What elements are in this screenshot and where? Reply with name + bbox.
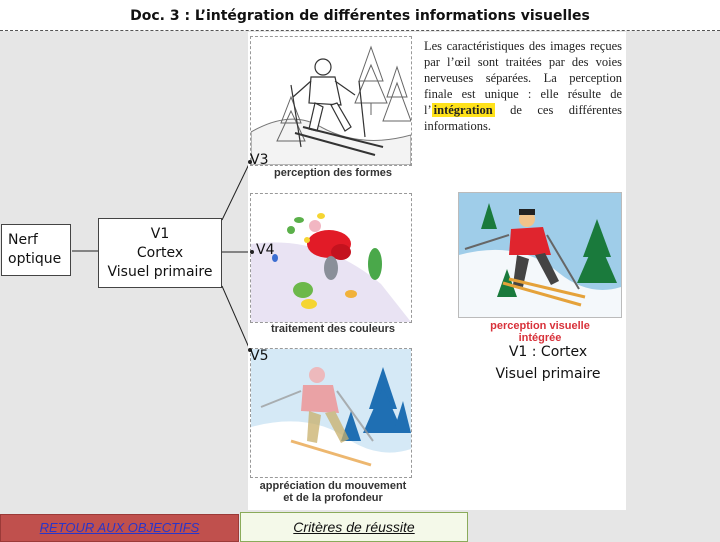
v4-dot <box>250 250 254 254</box>
panel-couleurs <box>250 193 412 323</box>
skier-lineart-image <box>251 37 411 165</box>
right-v1-line-1: V1 : Cortex <box>508 344 588 360</box>
color-skier-image <box>459 193 621 317</box>
caption-integree-line-2: intégrée <box>518 332 562 345</box>
nerf-line-1: Nerf <box>8 232 38 248</box>
caption-couleurs: traitement des couleurs <box>270 323 396 335</box>
v1-line-3: Visuel primaire <box>107 263 213 280</box>
prose-after: de ces différentes informations. <box>424 103 622 133</box>
v1-to-v3-line <box>222 162 250 220</box>
doc-title: Doc. 3 : L’intégration de différentes informations visuelles <box>0 0 720 31</box>
v3-label: V3 <box>250 152 269 168</box>
nerf-line-2: optique <box>8 250 62 267</box>
v4-label: V4 <box>256 242 275 258</box>
right-v1-line-2: Visuel primaire <box>495 365 601 382</box>
v1-cortex-box <box>98 218 222 288</box>
v1-to-v5-line <box>222 286 250 350</box>
prose-highlight: intégration <box>433 103 493 117</box>
caption-integree-line-1: perception visuelle <box>490 320 590 332</box>
panel-mouvement <box>250 348 412 478</box>
success-criteria-button[interactable]: Critères de réussite <box>240 512 468 542</box>
v5-label: V5 <box>250 348 269 364</box>
caption-mouvement-line-2: et de la profondeur <box>283 492 383 505</box>
caption-integree <box>470 320 610 344</box>
panel-integree <box>458 192 622 318</box>
back-to-objectives-button[interactable]: RETOUR AUX OBJECTIFS <box>0 514 239 542</box>
explanation-paragraph <box>424 38 622 134</box>
caption-mouvement-line-1: appréciation du mouvement <box>259 480 407 492</box>
v1-line-2: Cortex <box>136 244 184 261</box>
prose-before: Les caractéristiques des images reçues par l’œil sont traitées par des voies nerveuses séparées. La perception finale est unique : elle résulte de l’ <box>424 39 622 117</box>
v1-line-1: V1 <box>150 226 170 242</box>
blurred-skier-image <box>251 349 411 477</box>
color-blobs-image <box>251 194 411 322</box>
nerf-optique-box <box>1 224 71 276</box>
panel-formes <box>250 36 412 166</box>
caption-mouvement <box>252 480 414 504</box>
caption-formes: perception des formes <box>274 167 392 179</box>
right-v1-label <box>478 342 618 385</box>
